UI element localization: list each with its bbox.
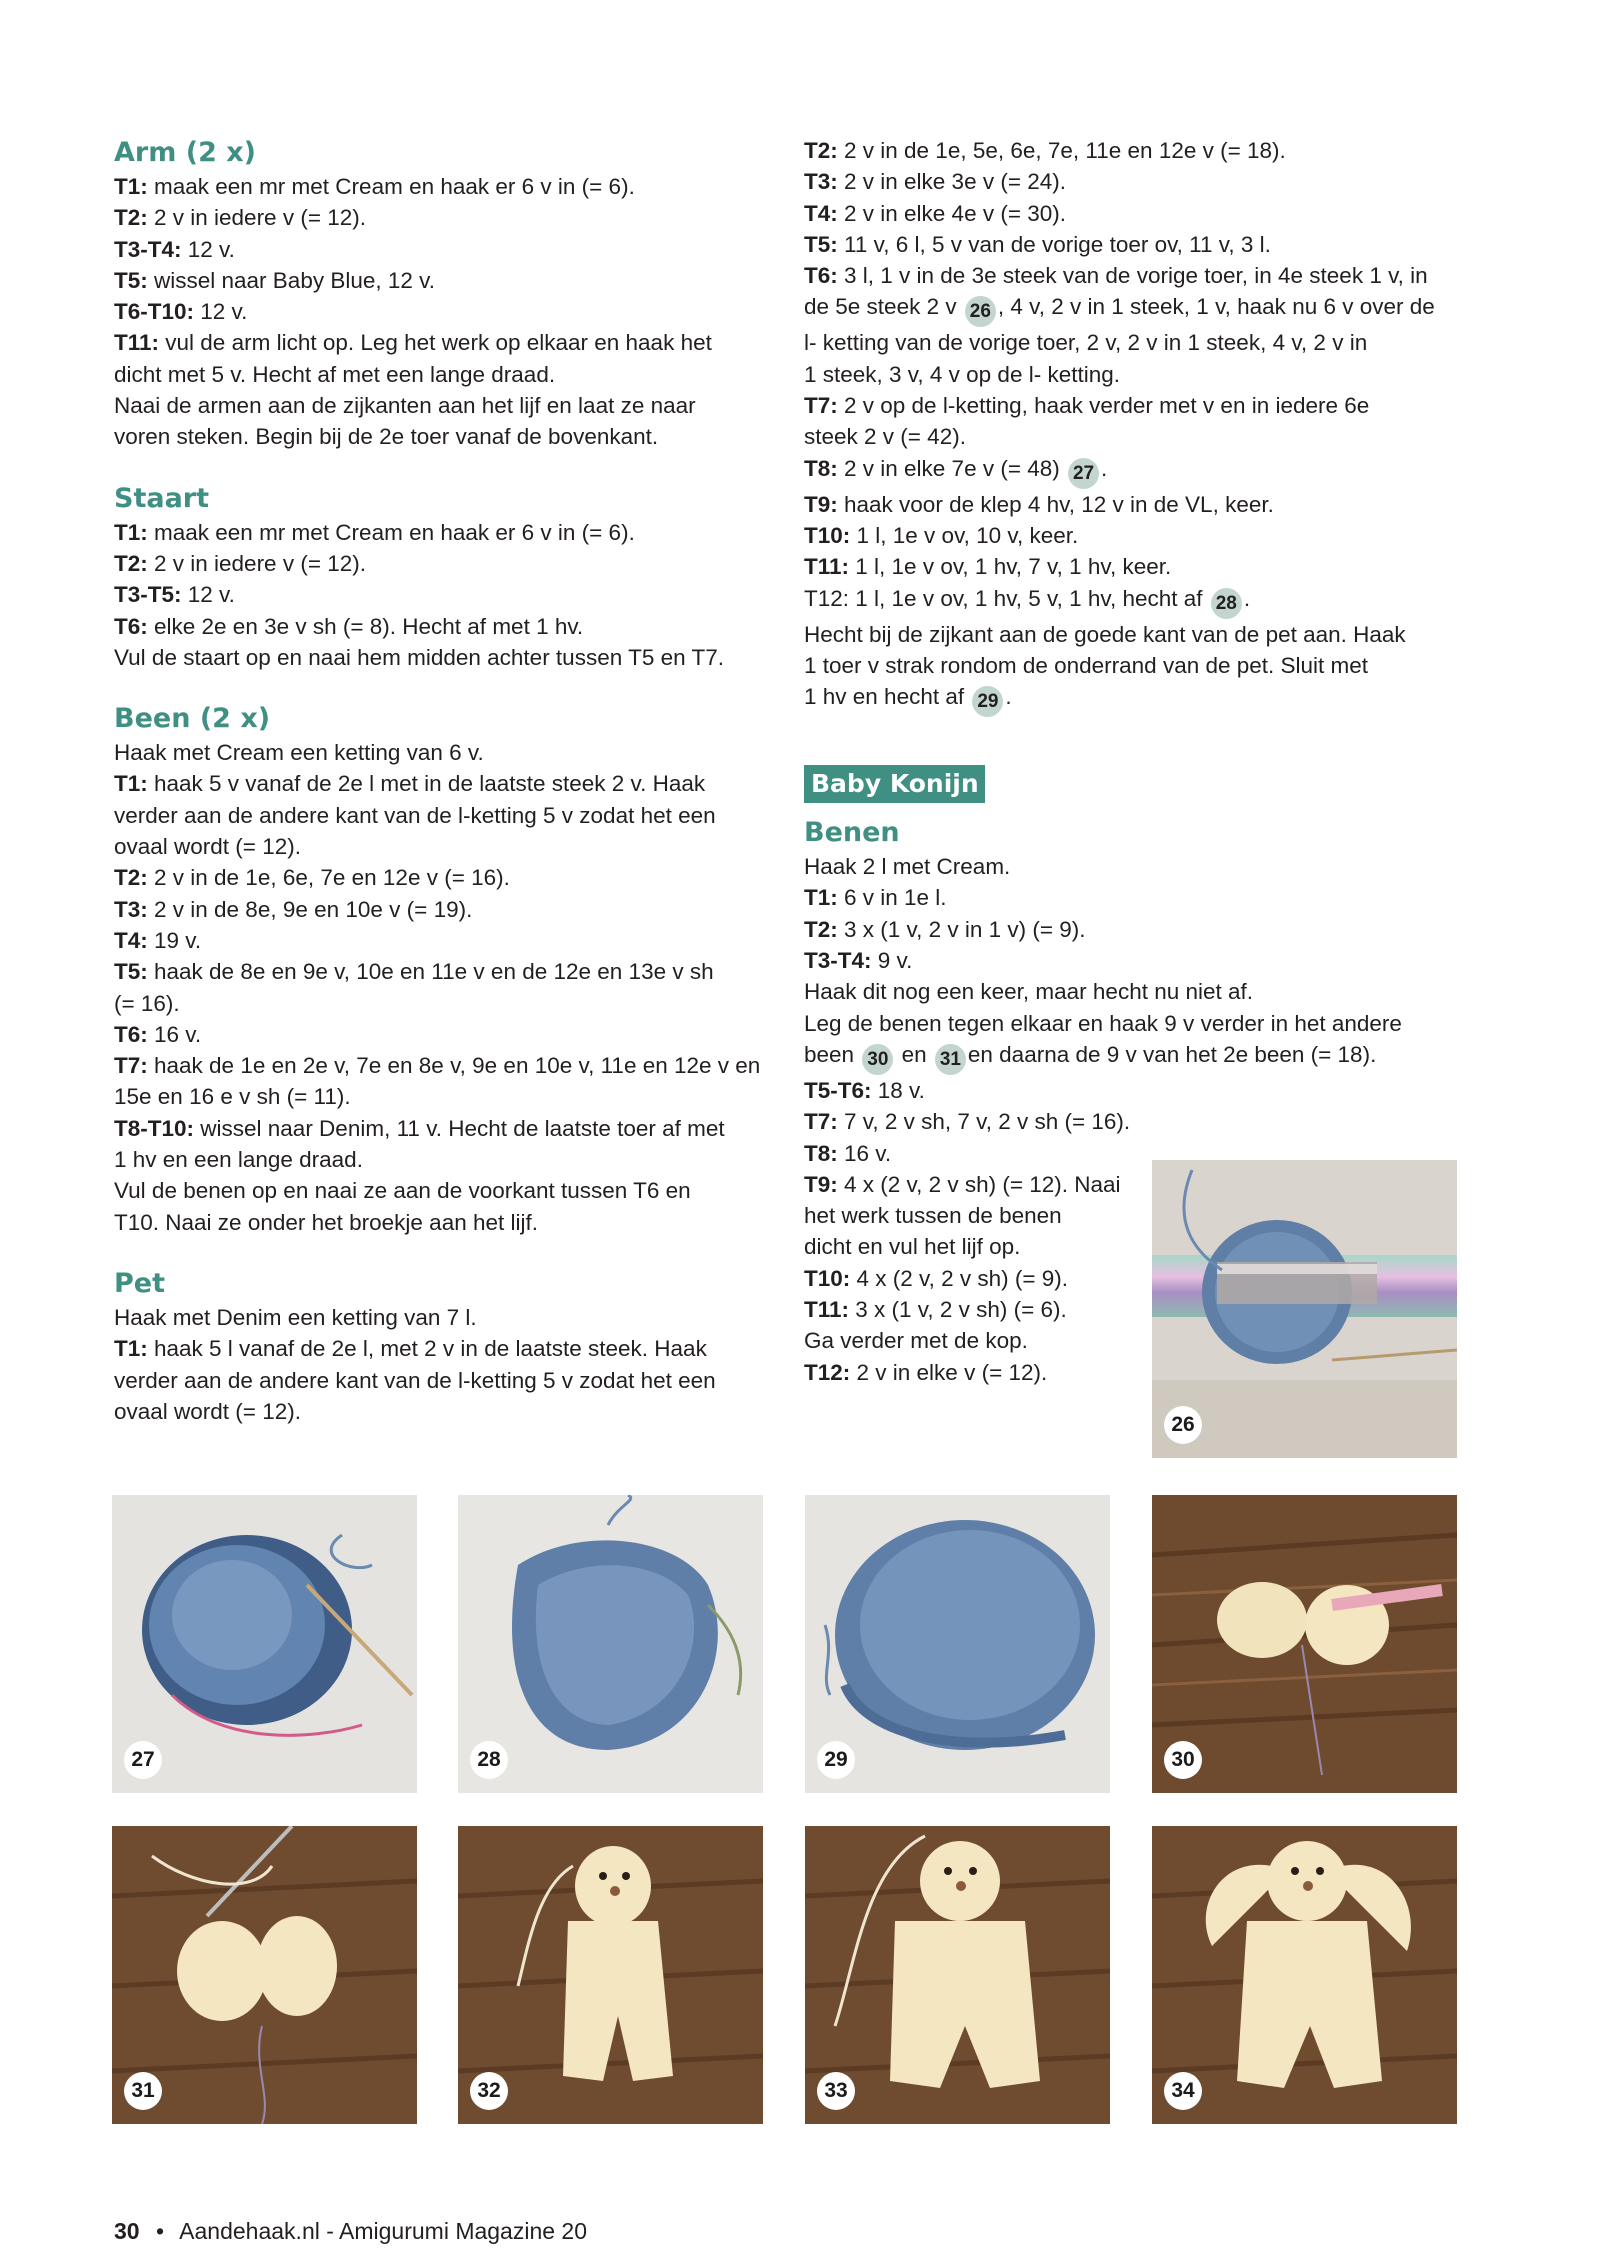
instruction-line: T4: 2 v in elke 4e v (= 30). xyxy=(804,200,1066,226)
instruction-line: T9: haak voor de klep 4 hv, 12 v in de VL, keer. xyxy=(804,491,1274,517)
instruction-line: Vul de staart op en naai hem midden achter tussen T5 en T7. xyxy=(114,644,724,670)
instruction-line: T11: 3 x (1 v, 2 v sh) (= 6). xyxy=(804,1297,1067,1323)
photo-number: 27 xyxy=(124,1741,162,1779)
instruction-line: T8: 16 v. xyxy=(804,1140,892,1166)
instruction-line: ovaal wordt (= 12). xyxy=(114,834,301,860)
instruction-line: T5-T6: 18 v. xyxy=(804,1077,925,1103)
page-footer xyxy=(114,2216,587,2246)
instruction-line: T9: 4 x (2 v, 2 v sh) (= 12). Naai xyxy=(804,1171,1121,1197)
instruction-line: T8: 2 v in elke 7e v (= 48) 27 . xyxy=(804,453,1469,489)
instruction-line: 1 steek, 3 v, 4 v op de l- ketting. xyxy=(804,361,1120,387)
photo-30 xyxy=(1152,1495,1457,1793)
instruction-line: T2: 2 v in iedere v (= 12). xyxy=(114,205,366,231)
footer-publication: Aandehaak.nl - Amigurumi Magazine 20 xyxy=(179,2218,588,2244)
instruction-line: Vul de benen op en naai ze aan de voorkant tussen T6 en xyxy=(114,1178,691,1204)
instruction-line: T1: 6 v in 1e l. xyxy=(804,885,947,911)
been-instructions xyxy=(114,737,779,1238)
instruction-line: verder aan de andere kant van de l-ketting 5 v zodat het een xyxy=(114,1367,716,1393)
instruction-line: T6: 3 l, 1 v in de 3e steek van de vorige toer, in 4e steek 1 v, in xyxy=(804,263,1428,289)
photo-number: 28 xyxy=(470,1741,508,1779)
instruction-line: 15e en 16 e v sh (= 11). xyxy=(114,1084,351,1110)
instruction-line: T1: haak 5 l vanaf de 2e l, met 2 v in de laatste steek. Haak xyxy=(114,1336,707,1362)
photo-number: 26 xyxy=(1164,1406,1202,1444)
section-banner-baby-konijn: Baby Konijn xyxy=(804,765,985,803)
photo-ref-badge: 29 xyxy=(972,686,1003,717)
instruction-line: T3-T4: 9 v. xyxy=(804,948,913,974)
instruction-line: T12: 2 v in elke v (= 12). xyxy=(804,1359,1048,1385)
arm-instructions xyxy=(114,171,779,453)
heading-been: Been (2 x) xyxy=(114,703,271,735)
photo-34 xyxy=(1152,1826,1457,2124)
heading-arm: Arm (2 x) xyxy=(114,137,257,168)
instruction-line: T6-T10: 12 v. xyxy=(114,299,248,325)
photo-number: 30 xyxy=(1164,1741,1202,1779)
photo-number: 33 xyxy=(817,2072,855,2110)
staart-instructions xyxy=(114,517,779,673)
instruction-line: T7: 2 v op de l-ketting, haak verder met v en in iedere 6e xyxy=(804,393,1370,419)
instruction-line: T10: 4 x (2 v, 2 v sh) (= 9). xyxy=(804,1265,1069,1291)
instruction-line: T1: maak een mr met Cream en haak er 6 v in (= 6). xyxy=(114,519,635,545)
instruction-line: dicht met 5 v. Hecht af met een lange draad. xyxy=(114,361,556,387)
footer-bullet: • xyxy=(155,2218,165,2244)
instruction-line: T3: 2 v in elke 3e v (= 24). xyxy=(804,169,1066,195)
page-number: 30 xyxy=(114,2218,140,2244)
instruction-line: T2: 2 v in de 1e, 6e, 7e en 12e v (= 16). xyxy=(114,865,510,891)
photo-ref-badge: 31 xyxy=(935,1044,966,1075)
instruction-line: l- ketting van de vorige toer, 2 v, 2 v in 1 steek, 4 v, 2 v in xyxy=(804,330,1368,356)
heading-pet: Pet xyxy=(114,1267,166,1299)
photo-ref-badge: 28 xyxy=(1211,588,1242,619)
instruction-line: T3-T4: 12 v. xyxy=(114,236,235,262)
instruction-line: T10: 1 l, 1e v ov, 10 v, keer. xyxy=(804,522,1079,548)
instruction-line: steek 2 v (= 42). xyxy=(804,424,966,450)
instruction-line: Haak dit nog een keer, maar hecht nu niet af. xyxy=(804,979,1254,1005)
instruction-line: T2: 3 x (1 v, 2 v in 1 v) (= 9). xyxy=(804,916,1086,942)
instruction-line: T11: vul de arm licht op. Leg het werk op elkaar en haak het xyxy=(114,330,712,356)
instruction-line: T2: 2 v in de 1e, 5e, 6e, 7e, 11e en 12e v (= 18). xyxy=(804,138,1286,163)
instruction-line: 1 toer v strak rondom de onderrand van de pet. Sluit met xyxy=(804,652,1369,678)
instruction-line: Ga verder met de kop. xyxy=(804,1328,1028,1354)
photo-ref-badge: 30 xyxy=(862,1044,893,1075)
instruction-line: T4: 19 v. xyxy=(114,927,202,953)
instruction-line: verder aan de andere kant van de l-ketting 5 v zodat het een xyxy=(114,802,716,828)
instruction-line: Hecht bij de zijkant aan de goede kant van de pet aan. Haak xyxy=(804,621,1406,647)
instruction-line: T7: 7 v, 2 v sh, 7 v, 2 v sh (= 16). xyxy=(804,1109,1131,1135)
pet-instructions-continued xyxy=(804,135,1469,291)
photo-ref-badge: 27 xyxy=(1068,458,1099,489)
photo-ref-badge: 26 xyxy=(965,296,996,327)
instruction-line: 1 hv en hecht af 29 . xyxy=(804,681,1469,717)
instruction-line: T6: 16 v. xyxy=(114,1021,202,1047)
photo-31 xyxy=(112,1826,417,2124)
instruction-line: T5: haak de 8e en 9e v, 10e en 11e v en de 12e en 13e v sh xyxy=(114,959,714,985)
heading-benen: Benen xyxy=(804,817,900,849)
photo-number: 32 xyxy=(470,2072,508,2110)
instruction-line: T5: 11 v, 6 l, 5 v van de vorige toer ov, 11 v, 3 l. xyxy=(804,231,1271,257)
instruction-line: Leg de benen tegen elkaar en haak 9 v verder in het andere xyxy=(804,1010,1402,1036)
photo-29 xyxy=(805,1495,1110,1793)
instruction-line: Haak met Cream een ketting van 6 v. xyxy=(114,740,484,766)
instruction-line: Haak 2 l met Cream. xyxy=(804,854,1011,880)
instruction-line: T3: 2 v in de 8e, 9e en 10e v (= 19). xyxy=(114,896,473,922)
instruction-line: T8-T10: wissel naar Denim, 11 v. Hecht de laatste toer af met xyxy=(114,1115,725,1141)
instruction-line: ovaal wordt (= 12). xyxy=(114,1398,301,1424)
instruction-line: T6: elke 2e en 3e v sh (= 8). Hecht af met 1 hv. xyxy=(114,613,584,639)
instruction-line: T1: haak 5 v vanaf de 2e l met in de laatste steek 2 v. Haak xyxy=(114,771,706,797)
instruction-line: voren steken. Begin bij de 2e toer vanaf de bovenkant. xyxy=(114,424,659,450)
photo-number: 34 xyxy=(1164,2072,1202,2110)
left-column xyxy=(114,135,779,1427)
heading-staart: Staart xyxy=(114,482,210,514)
photo-32 xyxy=(458,1826,763,2124)
instruction-line: T12: 1 l, 1e v ov, 1 hv, 5 v, 1 hv, hecht af 28 . xyxy=(804,583,1469,619)
instruction-line: 1 hv en een lange draad. xyxy=(114,1147,363,1173)
instruction-line: de 5e steek 2 v 26 , 4 v, 2 v in 1 steek, 1 v, haak nu 6 v over de xyxy=(804,291,1469,327)
photo-33 xyxy=(805,1826,1110,2124)
instruction-line: T11: 1 l, 1e v ov, 1 hv, 7 v, 1 hv, keer. xyxy=(804,554,1172,580)
photo-number: 29 xyxy=(817,1741,855,1779)
instruction-line: T5: wissel naar Baby Blue, 12 v. xyxy=(114,267,435,293)
instruction-line: dicht en vul het lijf op. xyxy=(804,1234,1021,1260)
instruction-line: T2: 2 v in iedere v (= 12). xyxy=(114,550,366,576)
photo-26 xyxy=(1152,1160,1457,1458)
instruction-line: T3-T5: 12 v. xyxy=(114,582,235,608)
photo-28 xyxy=(458,1495,763,1793)
pet-instructions xyxy=(114,1302,779,1427)
instruction-line: T10. Naai ze onder het broekje aan het lijf. xyxy=(114,1209,539,1235)
photo-27 xyxy=(112,1495,417,1793)
instruction-line: Naai de armen aan de zijkanten aan het lijf en laat ze naar xyxy=(114,393,696,419)
instruction-line: T7: haak de 1e en 2e v, 7e en 8e v, 9e en 10e v, 11e en 12e v en xyxy=(114,1053,761,1079)
instruction-line: het werk tussen de benen xyxy=(804,1203,1062,1229)
instruction-line: Haak met Denim een ketting van 7 l. xyxy=(114,1304,477,1330)
instruction-line: T1: maak een mr met Cream en haak er 6 v in (= 6). xyxy=(114,174,635,199)
instruction-line: been 30 en 31 en daarna de 9 v van het 2e been (= 18). xyxy=(804,1039,1469,1075)
instruction-line: (= 16). xyxy=(114,990,180,1016)
photo-number: 31 xyxy=(124,2072,162,2110)
